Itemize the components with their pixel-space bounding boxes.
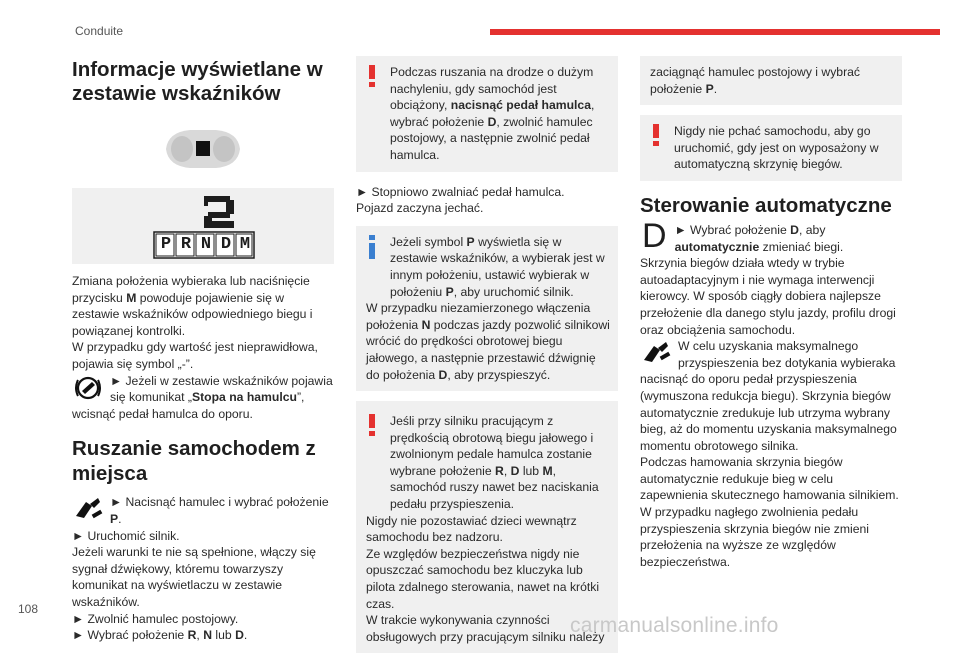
column-1 [72, 58, 334, 644]
running-header: Conduite [75, 24, 124, 38]
warning-box: Podczas ruszania na drodze o dużym nachyleniu, gdy samochód jest obciążony, nacisnąć pedał hamulca, wybrać położenie D, zwolnić hamulec postojowy, a następnie zwolnić pedał hamulca. [356, 56, 618, 172]
section-title-automatic: Sterowanie automatyczne [640, 193, 892, 217]
warning-box: Nigdy nie pchać samochodu, aby go uruchomić, gdy jest on wyposażony w automatyczną skrzynię biegów. [640, 115, 902, 181]
paragraph: Zmiana położenia wybieraka lub naciśnięcie przycisku M powoduje pojawienie się w zestawie wskaźników odpowiedniego biegu i powiązanej kontrolki. [72, 274, 313, 338]
paragraph: Pojazd zaczyna jechać. [356, 201, 484, 216]
gear-letter-m: M [239, 235, 251, 254]
column-2 [356, 56, 618, 653]
header-accent-bar [490, 29, 940, 35]
foot-pedal-icon [640, 338, 674, 366]
watermark: carmanualsonline.info [570, 614, 779, 637]
gear-letter-n: N [200, 235, 212, 254]
step-brake-paragraph: ► Nacisnąć hamulec i wybrać położenie P. [72, 494, 334, 527]
gear-display-image [72, 188, 334, 264]
page-number: 108 [18, 602, 39, 616]
column-3 [640, 56, 902, 570]
drop-letter-d: D [642, 221, 667, 255]
gear-letter-d: D [220, 235, 232, 254]
paragraph: Skrzynia biegów działa wtedy w trybie autoadaptacyjnym i nie wymaga interwencji kierowcy. W sposób ciągły dobiera najlepsze przełożenie dla danego stylu jazdy, profilu drogi oraz obciążenia samochodu. [640, 256, 896, 337]
paragraph: ► Wybrać położenie R, N lub D. [72, 628, 248, 643]
section-title-starting: Ruszanie samochodem z miejsca [72, 437, 316, 486]
paragraph: ► Zwolnić hamulec postojowy. [72, 611, 239, 626]
warning-exclamation-icon [650, 124, 662, 146]
kickdown-paragraph: W celu uzyskania maksymalnego przyspieszenia bez dotykania wybieraka nacisnąć do oporu pedał przyspieszenia (wymuszona redukcja biegu). Skrzynia biegów automatycznie zredukuje lub utrzyma wybrany bieg, aż do momentu uzyskania maksymalnego momentu obrotowego silnika. [640, 339, 897, 453]
gear-letters [156, 234, 254, 256]
warning-box: Jeśli przy silniku pracującym z prędkością obrotową biegu jałowego i zwolnionym pedale hamulca zostanie wybrane położenie R, D lub M, samochód ruszy nawet bez naciskania pedału przyspieszenia. Nigdy nie pozostawiać dzieci wewnątrz samochodu bez nadzoru. Ze względów bezpieczeństwa nigdy nie opuszczać samochodu bez kluczyka lub pilota zdalnego sterowania, nawet na krótki czas. W trakcie wykonywania czynności obsługowych przy pracującym silniku należy [356, 401, 618, 653]
auto-mode-paragraph: D ► Wybrać położenie D, aby automatycznie zmieniać biegi. [642, 221, 844, 255]
paragraph: ► Uruchomić silnik. [72, 528, 180, 543]
instrument-cluster-icon [72, 124, 334, 174]
warning-box-continued: zaciągnąć hamulec postojowy i wybrać położenie P. [640, 56, 902, 105]
warning-exclamation-icon [366, 65, 378, 87]
gear-letter-r: R [180, 235, 192, 254]
info-box: Jeżeli symbol P wyświetla się w zestawie wskaźników, a wybierak jest w innym położeniu, ustawić wybierak w położeniu P, aby uruchomić silnik. W przypadku niezamierzonego włączenia położenia N podczas jazdy pozwolić silnikowi wrócić do prędkości obrotowej biegu jałowego, a następnie przestawić dźwignię do położenia D, aby przyspieszyć. [356, 226, 618, 391]
info-icon [366, 235, 378, 259]
paragraph: Jeżeli warunki te nie są spełnione, włączy się sygnał dźwiękowy, któremu towarzyszy komunikat na wyświetlaczu w zestawie wskaźników. [72, 545, 316, 609]
gear-letter-p: P [160, 235, 172, 254]
paragraph: Podczas hamowania skrzynia biegów automatycznie redukuje bieg w celu zapewnienia skutecznego hamowania silnikiem. [640, 455, 899, 503]
brake-pedal-icon [72, 373, 106, 405]
foot-pedal-icon [72, 494, 106, 526]
warning-exclamation-icon [366, 414, 378, 436]
paragraph: ► Stopniowo zwalniać pedał hamulca. [356, 184, 565, 199]
brake-warning-paragraph: ► Jeżeli w zestawie wskaźników pojawia się komunikat „Stopa na hamulcu”, wcisnąć pedał hamulca do oporu. [72, 373, 333, 421]
paragraph: W przypadku gdy wartość jest nieprawidłowa, pojawia się symbol „-”. [72, 340, 318, 371]
section-title-indicators: Informacje wyświetlane w zestawie wskaźników [72, 58, 323, 105]
paragraph: W przypadku nagłego zwolnienia pedału przyspieszenia skrzynia biegów nie zmieni przełożenia na wyższe ze względów bezpieczeństwa. [640, 505, 869, 569]
